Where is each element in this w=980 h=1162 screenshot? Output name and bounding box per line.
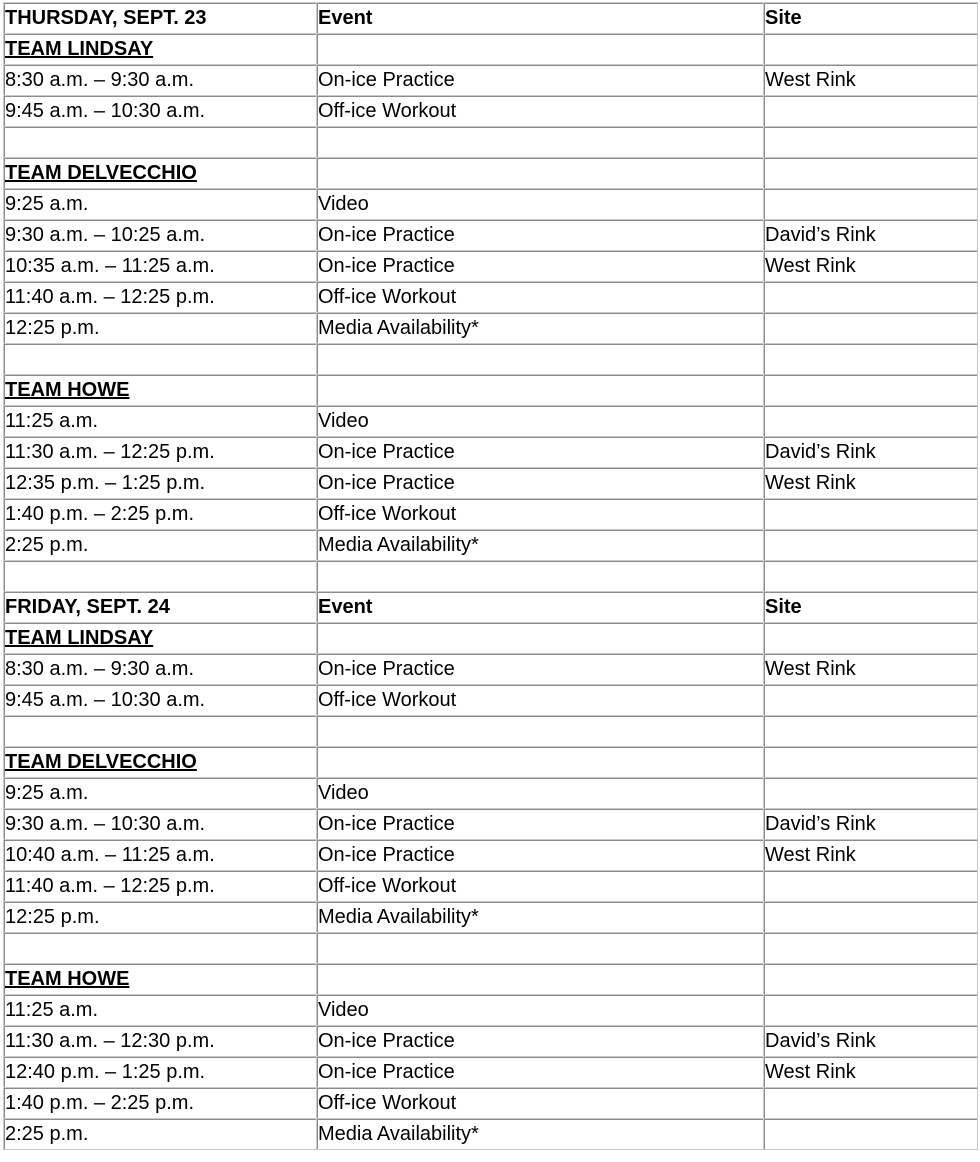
time-cell: 9:30 a.m. – 10:25 a.m. — [4, 220, 317, 251]
time-cell: 9:25 a.m. — [4, 778, 317, 809]
time-cell: 9:30 a.m. – 10:30 a.m. — [4, 809, 317, 840]
time-cell: 2:25 p.m. — [4, 1119, 317, 1150]
empty-cell — [317, 561, 764, 592]
team-name: TEAM LINDSAY — [4, 623, 317, 654]
empty-cell — [4, 716, 317, 747]
site-cell — [764, 96, 978, 127]
time-cell: 8:30 a.m. – 9:30 a.m. — [4, 654, 317, 685]
empty-cell — [317, 964, 764, 995]
event-cell: Off-ice Workout — [317, 685, 764, 716]
team-name: TEAM HOWE — [4, 375, 317, 406]
time-cell: 9:45 a.m. – 10:30 a.m. — [4, 685, 317, 716]
schedule-row — [4, 1057, 978, 1088]
site-cell: West Rink — [764, 1057, 978, 1088]
schedule-row — [4, 189, 978, 220]
team-name: TEAM DELVECCHIO — [4, 158, 317, 189]
schedule-row — [4, 282, 978, 313]
spacer-row — [4, 933, 978, 964]
schedule-row — [4, 65, 978, 96]
site-cell — [764, 1119, 978, 1150]
empty-cell — [764, 34, 978, 65]
event-cell: Off-ice Workout — [317, 499, 764, 530]
schedule-row — [4, 530, 978, 561]
schedule-row — [4, 809, 978, 840]
schedule-row — [4, 871, 978, 902]
event-cell: Off-ice Workout — [317, 282, 764, 313]
time-cell: 9:45 a.m. – 10:30 a.m. — [4, 96, 317, 127]
empty-cell — [317, 623, 764, 654]
team-header-row — [4, 623, 978, 654]
schedule-row — [4, 1119, 978, 1150]
event-column-heading: Event — [317, 3, 764, 34]
time-cell: 2:25 p.m. — [4, 530, 317, 561]
time-cell: 12:35 p.m. – 1:25 p.m. — [4, 468, 317, 499]
time-cell: 11:25 a.m. — [4, 406, 317, 437]
team-header-row — [4, 964, 978, 995]
schedule-row — [4, 499, 978, 530]
site-column-heading: Site — [764, 3, 978, 34]
spacer-row — [4, 716, 978, 747]
site-cell: David’s Rink — [764, 809, 978, 840]
schedule-row — [4, 468, 978, 499]
event-cell: Video — [317, 406, 764, 437]
time-cell: 11:40 a.m. – 12:25 p.m. — [4, 282, 317, 313]
event-cell: On-ice Practice — [317, 468, 764, 499]
schedule-table — [3, 2, 978, 1150]
site-cell — [764, 1088, 978, 1119]
site-cell — [764, 189, 978, 220]
team-header-row — [4, 34, 978, 65]
day-date-heading: FRIDAY, SEPT. 24 — [4, 592, 317, 623]
schedule-row — [4, 840, 978, 871]
empty-cell — [4, 933, 317, 964]
team-header-row — [4, 375, 978, 406]
team-name: TEAM LINDSAY — [4, 34, 317, 65]
schedule-row — [4, 1026, 978, 1057]
time-cell: 8:30 a.m. – 9:30 a.m. — [4, 65, 317, 96]
event-cell: On-ice Practice — [317, 840, 764, 871]
event-cell: Media Availability* — [317, 902, 764, 933]
event-cell: Off-ice Workout — [317, 1088, 764, 1119]
event-cell: On-ice Practice — [317, 220, 764, 251]
empty-cell — [317, 375, 764, 406]
empty-cell — [764, 158, 978, 189]
site-cell — [764, 282, 978, 313]
empty-cell — [4, 561, 317, 592]
time-cell: 9:25 a.m. — [4, 189, 317, 220]
site-cell: West Rink — [764, 251, 978, 282]
site-cell — [764, 778, 978, 809]
event-cell: Video — [317, 189, 764, 220]
empty-cell — [764, 561, 978, 592]
time-cell: 11:30 a.m. – 12:25 p.m. — [4, 437, 317, 468]
event-cell: Media Availability* — [317, 530, 764, 561]
event-cell: On-ice Practice — [317, 809, 764, 840]
site-cell — [764, 685, 978, 716]
time-cell: 11:30 a.m. – 12:30 p.m. — [4, 1026, 317, 1057]
empty-cell — [764, 623, 978, 654]
event-cell: Off-ice Workout — [317, 871, 764, 902]
event-cell: On-ice Practice — [317, 251, 764, 282]
site-column-heading: Site — [764, 592, 978, 623]
schedule-row — [4, 406, 978, 437]
site-cell — [764, 530, 978, 561]
empty-cell — [764, 716, 978, 747]
team-header-row — [4, 158, 978, 189]
event-cell: On-ice Practice — [317, 437, 764, 468]
empty-cell — [764, 127, 978, 158]
schedule-row — [4, 654, 978, 685]
site-cell — [764, 499, 978, 530]
site-cell — [764, 871, 978, 902]
event-cell: Video — [317, 995, 764, 1026]
schedule-row — [4, 96, 978, 127]
empty-cell — [317, 158, 764, 189]
schedule-row — [4, 313, 978, 344]
event-column-heading: Event — [317, 592, 764, 623]
empty-cell — [764, 375, 978, 406]
spacer-row — [4, 127, 978, 158]
schedule-row — [4, 1088, 978, 1119]
site-cell: David’s Rink — [764, 220, 978, 251]
day-header-row — [4, 3, 978, 34]
schedule-row — [4, 902, 978, 933]
time-cell: 10:40 a.m. – 11:25 a.m. — [4, 840, 317, 871]
empty-cell — [317, 716, 764, 747]
event-cell: Media Availability* — [317, 313, 764, 344]
empty-cell — [317, 344, 764, 375]
schedule-row — [4, 995, 978, 1026]
time-cell: 11:25 a.m. — [4, 995, 317, 1026]
day-header-row — [4, 592, 978, 623]
team-header-row — [4, 747, 978, 778]
empty-cell — [764, 964, 978, 995]
empty-cell — [317, 34, 764, 65]
empty-cell — [317, 933, 764, 964]
site-cell: West Rink — [764, 65, 978, 96]
site-cell — [764, 995, 978, 1026]
spacer-row — [4, 344, 978, 375]
schedule-body — [4, 3, 978, 1150]
schedule-row — [4, 220, 978, 251]
spacer-row — [4, 561, 978, 592]
team-name: TEAM HOWE — [4, 964, 317, 995]
site-cell — [764, 902, 978, 933]
event-cell: Video — [317, 778, 764, 809]
site-cell — [764, 313, 978, 344]
site-cell: David’s Rink — [764, 437, 978, 468]
team-name: TEAM DELVECCHIO — [4, 747, 317, 778]
event-cell: On-ice Practice — [317, 1026, 764, 1057]
site-cell: West Rink — [764, 468, 978, 499]
time-cell: 11:40 a.m. – 12:25 p.m. — [4, 871, 317, 902]
time-cell: 10:35 a.m. – 11:25 a.m. — [4, 251, 317, 282]
empty-cell — [4, 127, 317, 158]
site-cell: West Rink — [764, 654, 978, 685]
schedule-row — [4, 437, 978, 468]
event-cell: On-ice Practice — [317, 654, 764, 685]
schedule-row — [4, 685, 978, 716]
empty-cell — [4, 344, 317, 375]
empty-cell — [317, 127, 764, 158]
event-cell: On-ice Practice — [317, 65, 764, 96]
time-cell: 12:25 p.m. — [4, 313, 317, 344]
event-cell: On-ice Practice — [317, 1057, 764, 1088]
time-cell: 1:40 p.m. – 2:25 p.m. — [4, 1088, 317, 1119]
schedule-row — [4, 251, 978, 282]
time-cell: 12:40 p.m. – 1:25 p.m. — [4, 1057, 317, 1088]
empty-cell — [317, 747, 764, 778]
site-cell: West Rink — [764, 840, 978, 871]
site-cell: David’s Rink — [764, 1026, 978, 1057]
time-cell: 12:25 p.m. — [4, 902, 317, 933]
event-cell: Off-ice Workout — [317, 96, 764, 127]
day-date-heading: THURSDAY, SEPT. 23 — [4, 3, 317, 34]
empty-cell — [764, 344, 978, 375]
event-cell: Media Availability* — [317, 1119, 764, 1150]
site-cell — [764, 406, 978, 437]
schedule-row — [4, 778, 978, 809]
empty-cell — [764, 747, 978, 778]
empty-cell — [764, 933, 978, 964]
time-cell: 1:40 p.m. – 2:25 p.m. — [4, 499, 317, 530]
